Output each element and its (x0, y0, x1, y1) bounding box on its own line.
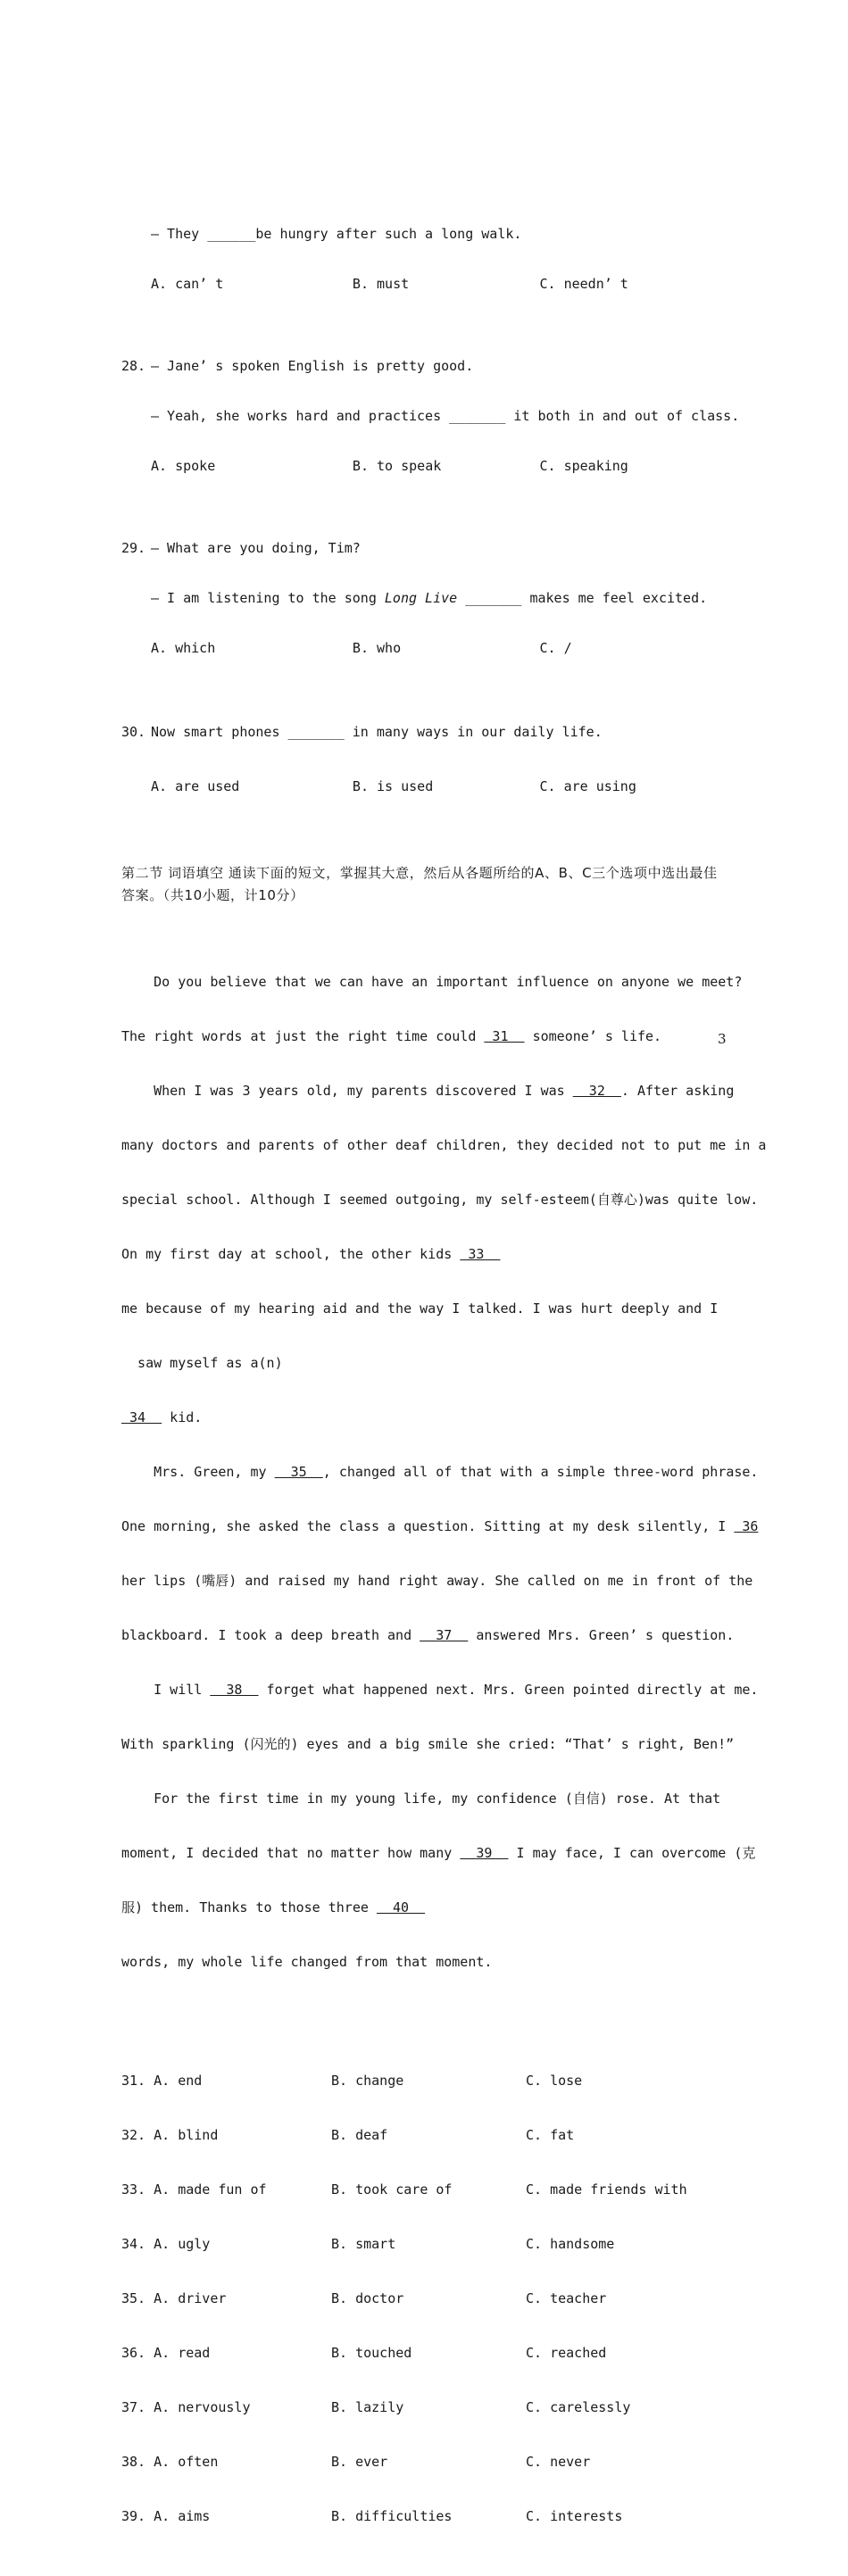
passage-text: , changed all of that with a simple three-word phrase. (322, 1464, 759, 1480)
section-2-heading: 第二节 词语填空 通读下面的短文，掌握其大意，然后从各题所给的A、B、C三个选项中选出最佳答案。（共10小题，计10分） (121, 865, 718, 903)
q30-number: 30. (121, 724, 146, 740)
passage-line (121, 1842, 756, 1865)
answer-option-c: C. lose (526, 2073, 583, 2089)
answer-row (121, 2288, 728, 2310)
q29-line-1 (121, 539, 728, 557)
passage-line (121, 1625, 735, 1647)
answer-row (121, 2342, 728, 2364)
answer-row (121, 2397, 728, 2419)
blank-33: 33 (460, 1246, 501, 1262)
q27-option-c: C. needn’ t (539, 276, 628, 292)
q30-option-a: A. are used (151, 778, 240, 794)
q28-dialogue-1: — Jane’ s spoken English is pretty good. (151, 358, 474, 374)
passage-text: On my first day at school, the other kids (121, 1246, 461, 1262)
answer-option-b: B. difficulties (331, 2508, 453, 2524)
q27-options (121, 275, 728, 293)
answer-row (121, 2505, 728, 2528)
passage-line (121, 1516, 759, 1538)
passage-text: blackboard. I took a deep breath and (121, 1627, 420, 1643)
answer-row (121, 2233, 728, 2256)
answer-option-c: C. never (526, 2454, 591, 2470)
q29-text-pre: — I am listening to the song (151, 590, 385, 606)
passage-text: Mrs. Green, my (121, 1464, 275, 1480)
answer-option-b: B. deaf (331, 2127, 388, 2143)
passage-line (121, 1897, 728, 1919)
q27-option-a: A. can’ t (151, 276, 224, 292)
q28-option-a: A. spoke (151, 458, 216, 474)
passage-line: With sparkling (闪光的) eyes and a big smile she cried: “That’ s right, Ben!” (121, 1736, 735, 1752)
q30-options (121, 776, 728, 798)
passage-line: saw myself as a(n) (121, 1355, 283, 1371)
passage-line: For the first time in my young life, my confidence (自信) rose. At that (121, 1791, 721, 1807)
answer-option-c: C. made friends with (526, 2181, 687, 2198)
answer-option-b: B. lazily (331, 2399, 404, 2415)
q29-option-a: A. which (151, 640, 216, 656)
q27-option-b: B. must (352, 276, 410, 292)
q28-line-1 (121, 357, 728, 375)
passage-text: forget what happened next. Mrs. Green pointed directly at me. (258, 1682, 759, 1698)
passage-line: many doctors and parents of other deaf children, they decided not to put me in a (121, 1137, 767, 1153)
passage-text: kid. (162, 1409, 203, 1425)
q29-song-title: Long Live (384, 590, 458, 606)
answer-option-c: C. teacher (526, 2290, 607, 2306)
q30-stem: Now smart phones _______ in many ways in our daily life. (151, 724, 603, 740)
answer-row (121, 2451, 728, 2473)
passage-line: special school. Although I seemed outgoing, my self-esteem(自尊心)was quite low. (121, 1192, 759, 1208)
answer-option-b: B. smart (331, 2236, 396, 2252)
answer-option-a: 37. A. nervously (121, 2399, 251, 2415)
passage-text: moment, I decided that no matter how many (121, 1845, 461, 1861)
answer-option-a: 31. A. end (121, 2073, 203, 2089)
answer-option-c: C. fat (526, 2127, 575, 2143)
answer-option-a: 32. A. blind (121, 2127, 219, 2143)
answer-option-b: B. ever (331, 2454, 388, 2470)
blank-39: 39 (460, 1845, 509, 1861)
q30-option-b: B. is used (352, 778, 434, 794)
blank-31: 31 (484, 1028, 525, 1044)
passage-line (121, 1243, 728, 1266)
q30-line-1 (121, 721, 728, 744)
passage-line: her lips (嘴唇) and raised my hand right away. She called on me in front of the (121, 1573, 753, 1589)
q29-option-b: B. who (352, 640, 402, 656)
passage-text: I may face, I can overcome (克 (508, 1845, 756, 1861)
q27-dialogue-line: — They ______be hungry after such a long walk. (151, 226, 522, 242)
passage-text: One morning, she asked the class a question. Sitting at my desk silently, I (121, 1518, 735, 1534)
passage-text: 服) them. Thanks to those three (121, 1899, 377, 1915)
q29-text-post: _______ makes me feel excited. (457, 590, 708, 606)
answer-option-c: C. interests (526, 2508, 623, 2524)
passage-line: me because of my hearing aid and the way I talked. I was hurt deeply and I (121, 1300, 719, 1317)
q29-option-c: C. / (539, 640, 572, 656)
blank-32: 32 (572, 1083, 621, 1099)
blank-40: 40 (376, 1899, 426, 1915)
answer-option-a: 35. A. driver (121, 2290, 227, 2306)
q28-dialogue-2: — Yeah, she works hard and practices _______ it both in and out of class. (151, 408, 740, 424)
page-number: 3 (718, 1031, 727, 1047)
answer-option-c: C. handsome (526, 2236, 615, 2252)
q28-number: 28. (121, 358, 146, 374)
passage-line (121, 1461, 759, 1483)
answer-row (121, 2179, 728, 2201)
answer-option-c: C. reached (526, 2345, 607, 2361)
blank-36: 36 (734, 1518, 759, 1534)
answer-row (121, 2124, 728, 2147)
q30-option-c: C. are using (539, 778, 636, 794)
answer-row (121, 2070, 728, 2092)
answer-option-a: 33. A. made fun of (121, 2181, 267, 2198)
blank-35: 35 (274, 1464, 323, 1480)
answer-option-a: 34. A. ugly (121, 2236, 211, 2252)
blank-34: 34 (121, 1409, 162, 1425)
passage-text: someone’ s life. (524, 1028, 662, 1044)
q29-number: 29. (121, 540, 146, 556)
q28-option-c: C. speaking (539, 458, 628, 474)
answer-option-a: 36. A. read (121, 2345, 211, 2361)
passage-text: . After asking (620, 1083, 735, 1099)
passage-text: When I was 3 years old, my parents discovered I was (121, 1083, 573, 1099)
q28-options (121, 457, 728, 475)
passage-line (121, 1080, 735, 1102)
q29-dialogue-1: — What are you doing, Tim? (151, 540, 361, 556)
answer-option-b: B. touched (331, 2345, 412, 2361)
passage-line (121, 1026, 728, 1048)
q28-option-b: B. to speak (352, 458, 442, 474)
q29-dialogue-2 (121, 589, 728, 607)
answer-option-b: B. change (331, 2073, 404, 2089)
passage-line (121, 1407, 728, 1429)
blank-37: 37 (420, 1627, 469, 1643)
answer-option-c: C. carelessly (526, 2399, 631, 2415)
answer-option-b: B. doctor (331, 2290, 404, 2306)
answer-options-list (121, 2038, 728, 2560)
answer-option-a: 38. A. often (121, 2454, 219, 2470)
exam-page-content (121, 161, 767, 2576)
blank-38: 38 (210, 1682, 259, 1698)
q29-options (121, 639, 728, 657)
answer-option-b: B. took care of (331, 2181, 453, 2198)
passage-text: answered Mrs. Green’ s question. (468, 1627, 735, 1643)
passage-line (121, 1679, 759, 1701)
passage-line: Do you believe that we can have an important influence on anyone we meet? (121, 974, 743, 990)
answer-option-a: 39. A. aims (121, 2508, 211, 2524)
passage-line: words, my whole life changed from that moment. (121, 1954, 493, 1970)
passage-text: The right words at just the right time could (121, 1028, 485, 1044)
passage-text: I will (121, 1682, 211, 1698)
